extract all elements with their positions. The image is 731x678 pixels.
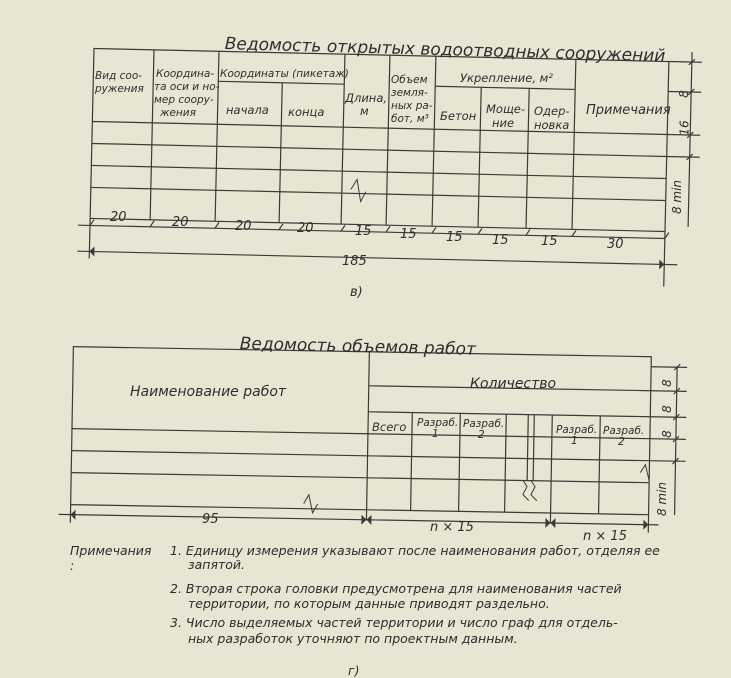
note-1-line-2: запятой. bbox=[188, 557, 245, 572]
table2-header-naimenovanie: Наименование работ bbox=[130, 384, 286, 400]
table2-title: Ведомость объемов работ bbox=[240, 334, 477, 360]
table1-header-nachala: начала bbox=[226, 104, 269, 117]
table2-width-name: 95 bbox=[202, 512, 219, 527]
table2-header-vsego: Всего bbox=[372, 421, 406, 434]
table1-title: Ведомость открытых водоотводных сооружений bbox=[224, 34, 665, 66]
table1-header-konca: конца bbox=[288, 106, 324, 119]
note-3-line-1: 3. Число выделяемых частей территории и число граф для отдель- bbox=[170, 615, 618, 630]
table2-header-kolichestvo: Количество bbox=[470, 376, 556, 392]
table2-width-qty2: n × 15 bbox=[583, 529, 627, 544]
table2-grid bbox=[58, 346, 687, 533]
table1-header-ukreplenie: Укрепление, м² bbox=[460, 72, 553, 85]
table1-total-width: 185 bbox=[342, 254, 367, 269]
table2-width-qty1: n × 15 bbox=[430, 520, 474, 535]
note-2-line-1: 2. Вторая строка головки предусмотрена для наименования частей bbox=[170, 581, 622, 596]
table1-header-primechaniya: Примечания bbox=[586, 104, 671, 117]
notes-caption: г) bbox=[348, 663, 359, 678]
notes-label: Примечания : bbox=[70, 543, 151, 573]
table1-header-beton: Бетон bbox=[440, 110, 476, 123]
table1-caption: в) bbox=[350, 285, 363, 300]
note-2-line-2: территории, по которым данные приводят раздельно. bbox=[188, 596, 550, 611]
note-1-line-1: 1. Единицу измерения указывают после наименования работ, отделяя ее bbox=[170, 543, 660, 558]
note-3-line-2: ных разработок уточняют по проектным данным. bbox=[188, 631, 518, 646]
table1-header-koord-piket: Координаты (пикетаж) bbox=[220, 68, 349, 80]
